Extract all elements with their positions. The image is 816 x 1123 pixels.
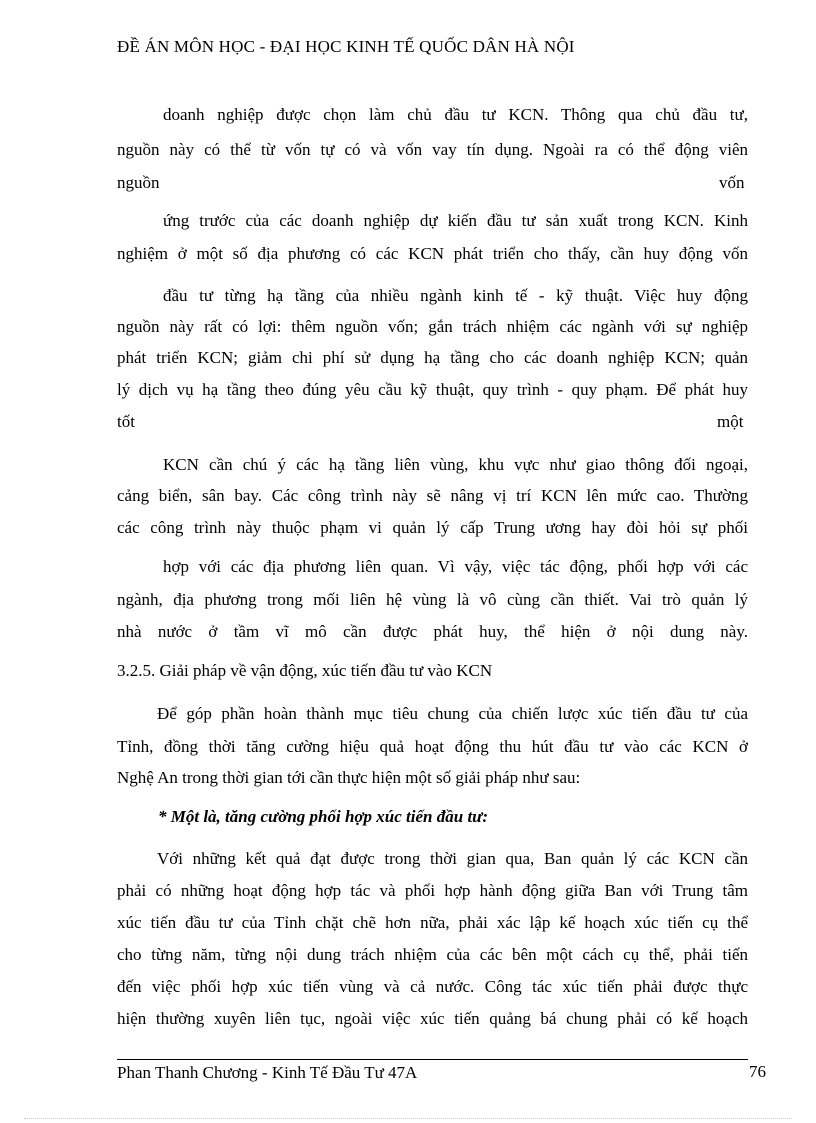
body-line: đến việc phối hợp xúc tiến vùng và cả nước. Công tác xúc tiến phải được thực bbox=[117, 977, 748, 996]
body-line: ngành, địa phương trong mối liên hệ vùng là vô cùng cần thiết. Vai trò quản lý bbox=[117, 590, 748, 609]
body-line: nguồn bbox=[117, 173, 160, 192]
body-line: doanh nghiệp được chọn làm chủ đầu tư KCN. Thông qua chủ đầu tư, bbox=[163, 105, 748, 124]
body-line: xúc tiến đầu tư của Tỉnh chặt chẽ hơn nữa, phải xác lập kế hoạch xúc tiến cụ thể bbox=[117, 913, 748, 932]
body-line: phải có những hoạt động hợp tác và phối hợp hành động giữa Ban với Trung tâm bbox=[117, 881, 748, 900]
footer-divider bbox=[117, 1059, 748, 1060]
body-line: lý dịch vụ hạ tầng theo đúng yêu cầu kỹ thuật, quy trình - quy phạm. Để phát huy bbox=[117, 380, 748, 399]
body-line: một bbox=[717, 412, 744, 431]
body-line: vốn bbox=[719, 173, 745, 192]
page-number: 76 bbox=[749, 1062, 766, 1081]
body-line: tốt bbox=[117, 412, 135, 431]
body-line: phát triển KCN; giảm chi phí sử dụng hạ tầng cho các doanh nghiệp KCN; quản bbox=[117, 348, 748, 367]
body-line: đầu tư từng hạ tầng của nhiều ngành kinh tế - kỹ thuật. Việc huy động bbox=[163, 286, 748, 305]
body-line: cho từng năm, từng nội dung trách nhiệm của các bên một cách cụ thể, phải tiến bbox=[117, 945, 748, 964]
body-line: KCN cần chú ý các hạ tầng liên vùng, khu vực như giao thông đối ngoại, bbox=[163, 455, 748, 474]
body-line: nguồn này có thể từ vốn tự có và vốn vay tín dụng. Ngoài ra có thể động viên bbox=[117, 140, 748, 159]
footer-author: Phan Thanh Chương - Kinh Tế Đầu Tư 47A bbox=[117, 1063, 418, 1082]
body-line: Tỉnh, đồng thời tăng cường hiệu quả hoạt động thu hút đầu tư vào các KCN ở bbox=[117, 737, 748, 756]
body-line: nhà nước ở tầm vĩ mô cần được phát huy, thể hiện ở nội dung này. bbox=[117, 622, 748, 641]
subheading: * Một là, tăng cường phối hợp xúc tiến đầu tư: bbox=[158, 807, 489, 826]
body-line: Với những kết quả đạt được trong thời gian qua, Ban quản lý các KCN cần bbox=[157, 849, 748, 868]
section-heading: 3.2.5. Giải pháp về vận động, xúc tiến đầu tư vào KCN bbox=[117, 661, 493, 680]
body-line: Nghệ An trong thời gian tới cần thực hiện một số giải pháp như sau: bbox=[117, 768, 581, 787]
body-line: cảng biển, sân bay. Các công trình này sẽ nâng vị trí KCN lên mức cao. Thường bbox=[117, 486, 748, 505]
page-header-title: ĐỀ ÁN MÔN HỌC - ĐẠI HỌC KINH TẾ QUỐC DÂN HÀ NỘI bbox=[117, 37, 575, 56]
body-line: các công trình này thuộc phạm vi quản lý cấp Trung ương hay đòi hỏi sự phối bbox=[117, 518, 748, 537]
body-line: hợp với các địa phương liên quan. Vì vậy, việc tác động, phối hợp với các bbox=[163, 557, 748, 576]
body-line: ứng trước của các doanh nghiệp dự kiến đầu tư sản xuất trong KCN. Kinh bbox=[163, 211, 748, 230]
page-bottom-border bbox=[24, 1118, 792, 1119]
body-line: nghiệm ở một số địa phương có các KCN phát triển cho thấy, cần huy động vốn bbox=[117, 244, 748, 263]
body-line: nguồn này rất có lợi: thêm nguồn vốn; gắn trách nhiệm các ngành với sự nghiệp bbox=[117, 317, 748, 336]
body-line: hiện thường xuyên liên tục, ngoài việc xúc tiến quảng bá chung phải có kế hoạch bbox=[117, 1009, 748, 1028]
body-line: Để góp phần hoàn thành mục tiêu chung của chiến lược xúc tiến đầu tư của bbox=[157, 704, 748, 723]
